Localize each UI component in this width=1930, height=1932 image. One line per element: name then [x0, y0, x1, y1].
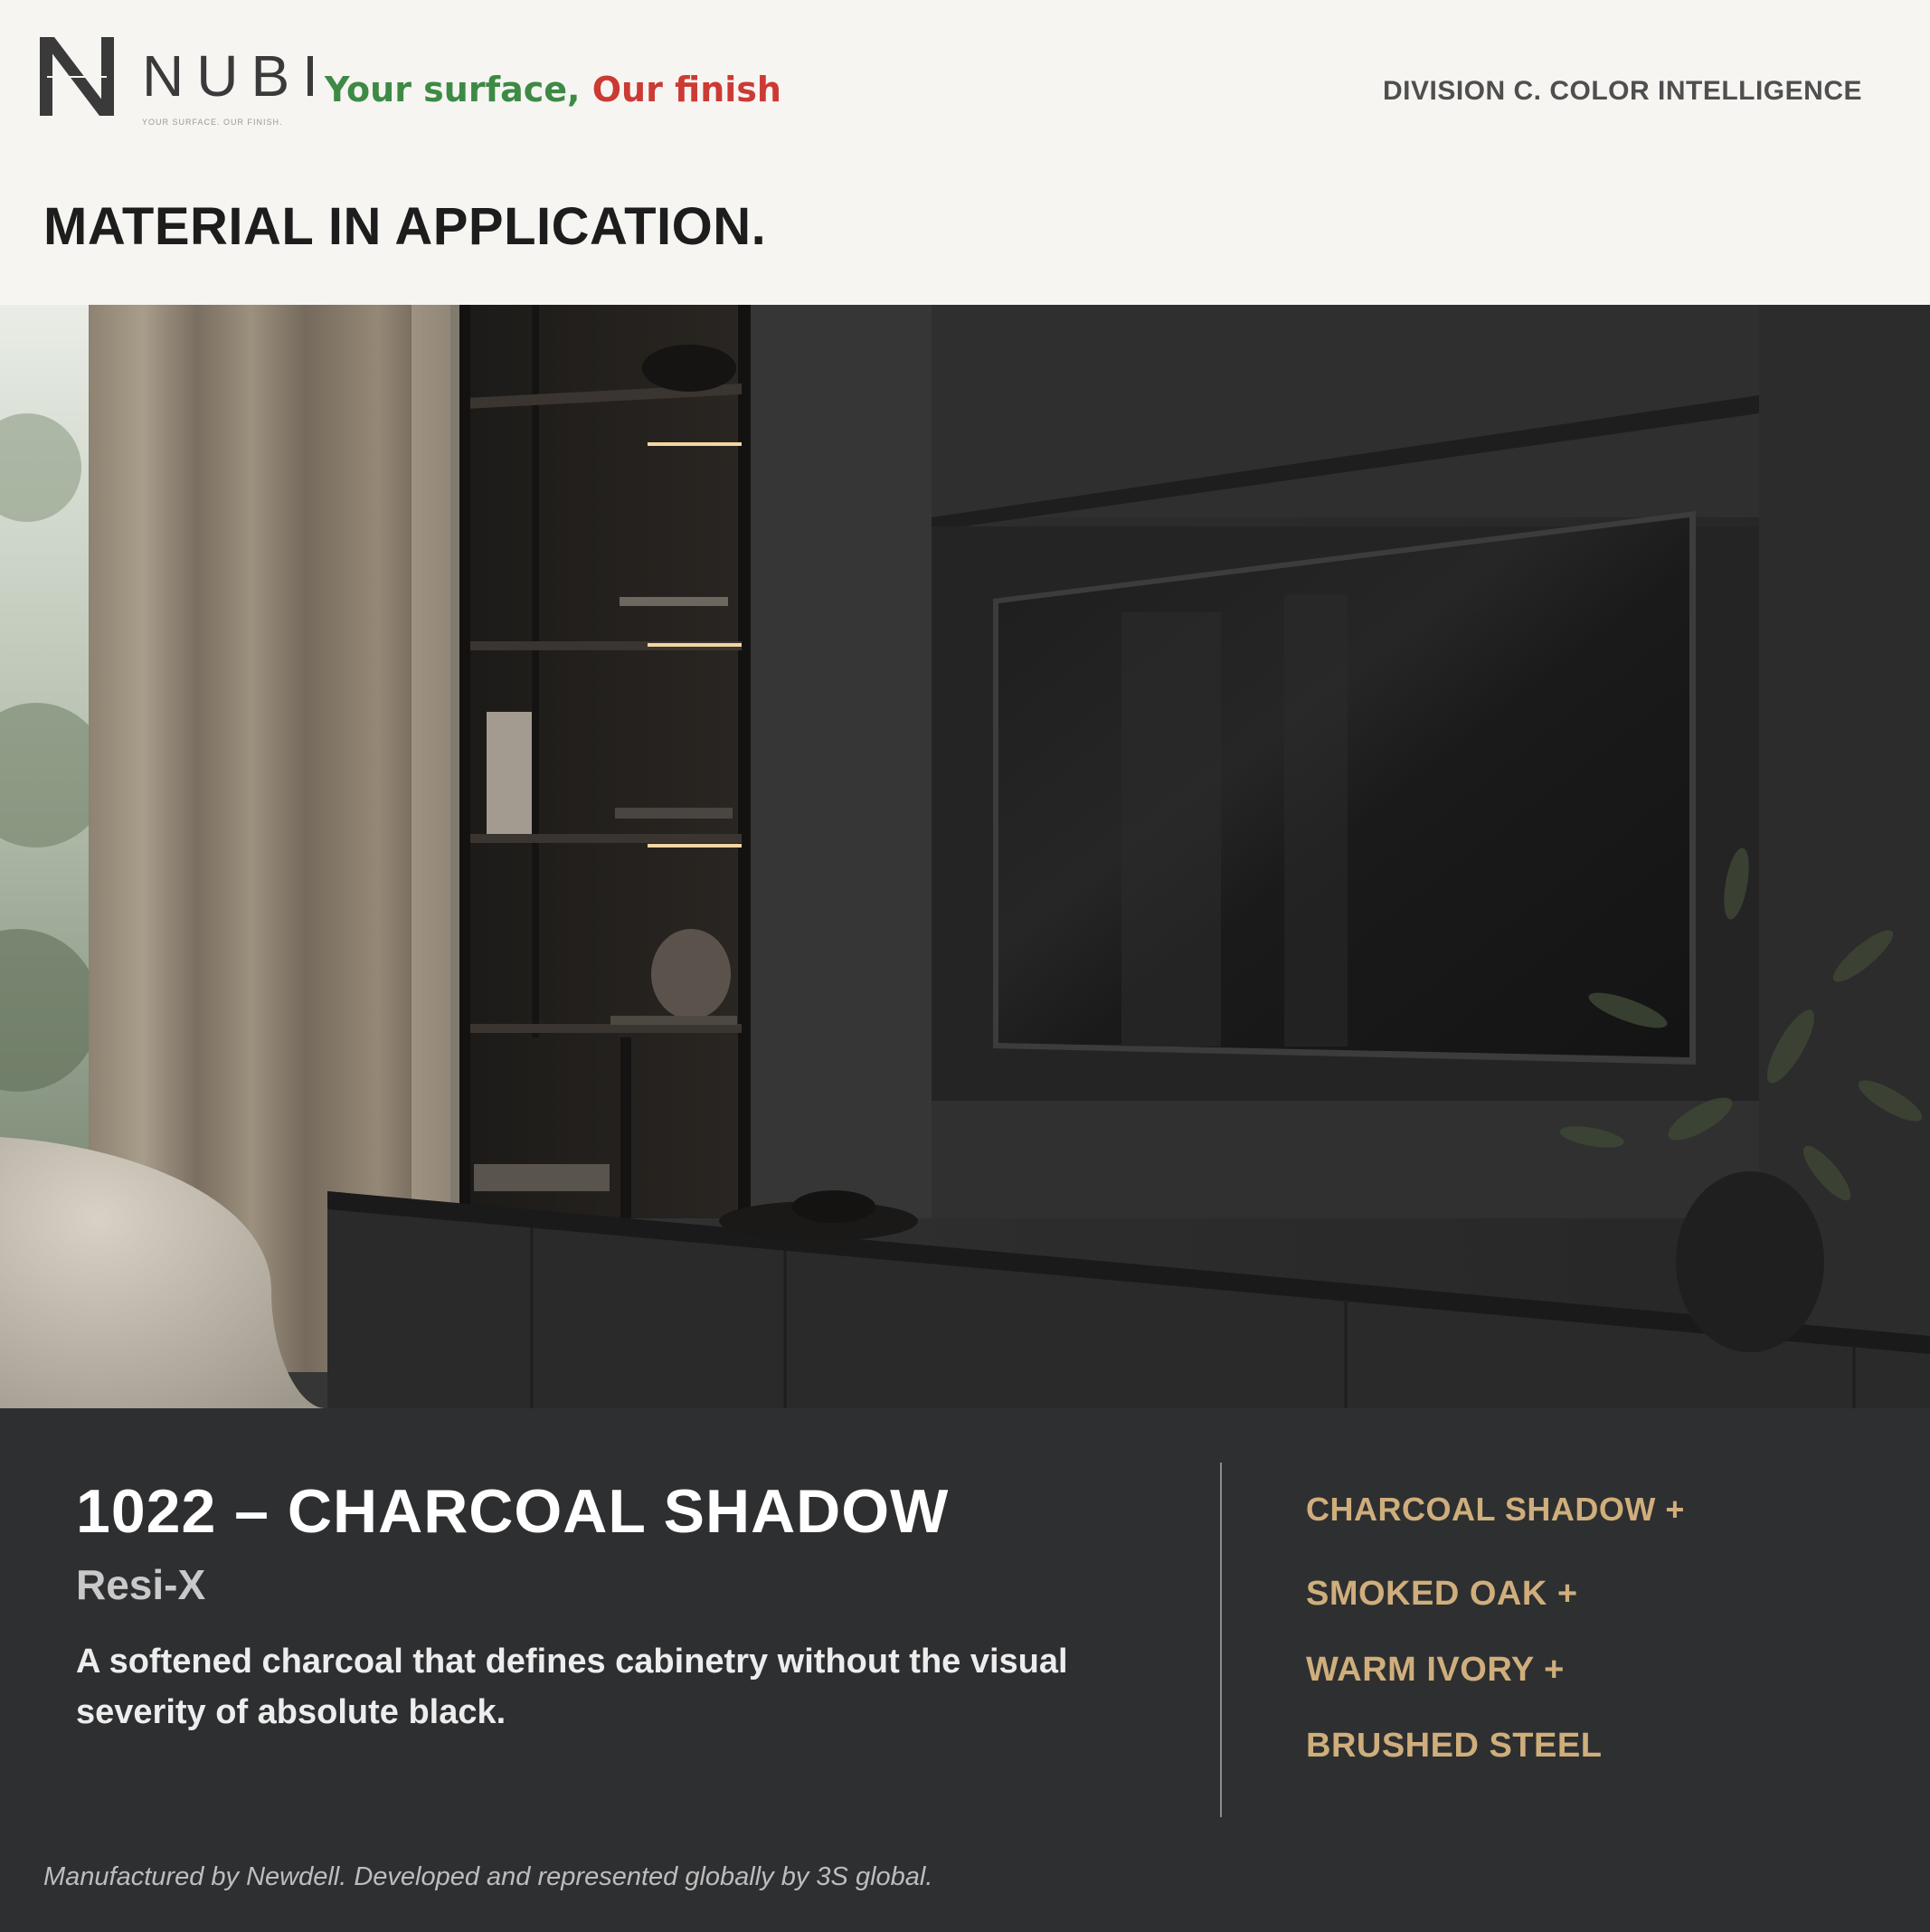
header: [0, 0, 1930, 305]
nubi-n-logo-icon: [38, 35, 116, 118]
info-panel: [0, 1408, 1930, 1932]
pairing-item: WARM IVORY +: [1306, 1651, 1565, 1689]
brand-name: NUBI: [142, 43, 331, 109]
color-code-title: 1022 – CHARCOAL SHADOW: [76, 1477, 950, 1546]
pairing-item: SMOKED OAK +: [1306, 1575, 1578, 1613]
product-line: Resi-X: [76, 1561, 206, 1608]
pairing-list: [1306, 1493, 1685, 1804]
brand-subline: YOUR SURFACE. OUR FINISH.: [142, 118, 283, 127]
brand-tagline: [325, 72, 781, 107]
division-label: DIVISION C. COLOR INTELLIGENCE: [1382, 76, 1862, 106]
tagline-part-2: Our finish: [591, 70, 781, 109]
tagline-part-1: Your surface,: [325, 70, 581, 109]
pairing-item: CHARCOAL SHADOW +: [1306, 1491, 1685, 1528]
manufacturer-note: Manufactured by Newdell. Developed and represented globally by 3S global.: [43, 1862, 933, 1891]
interior-photo: [0, 305, 1930, 1408]
panel-divider: [1220, 1463, 1222, 1817]
page-title: MATERIAL IN APPLICATION.: [43, 197, 767, 256]
color-description: A softened charcoal that defines cabinetry without the visual severity of absolute black.: [76, 1643, 1068, 1731]
pairing-item: BRUSHED STEEL: [1306, 1727, 1603, 1765]
